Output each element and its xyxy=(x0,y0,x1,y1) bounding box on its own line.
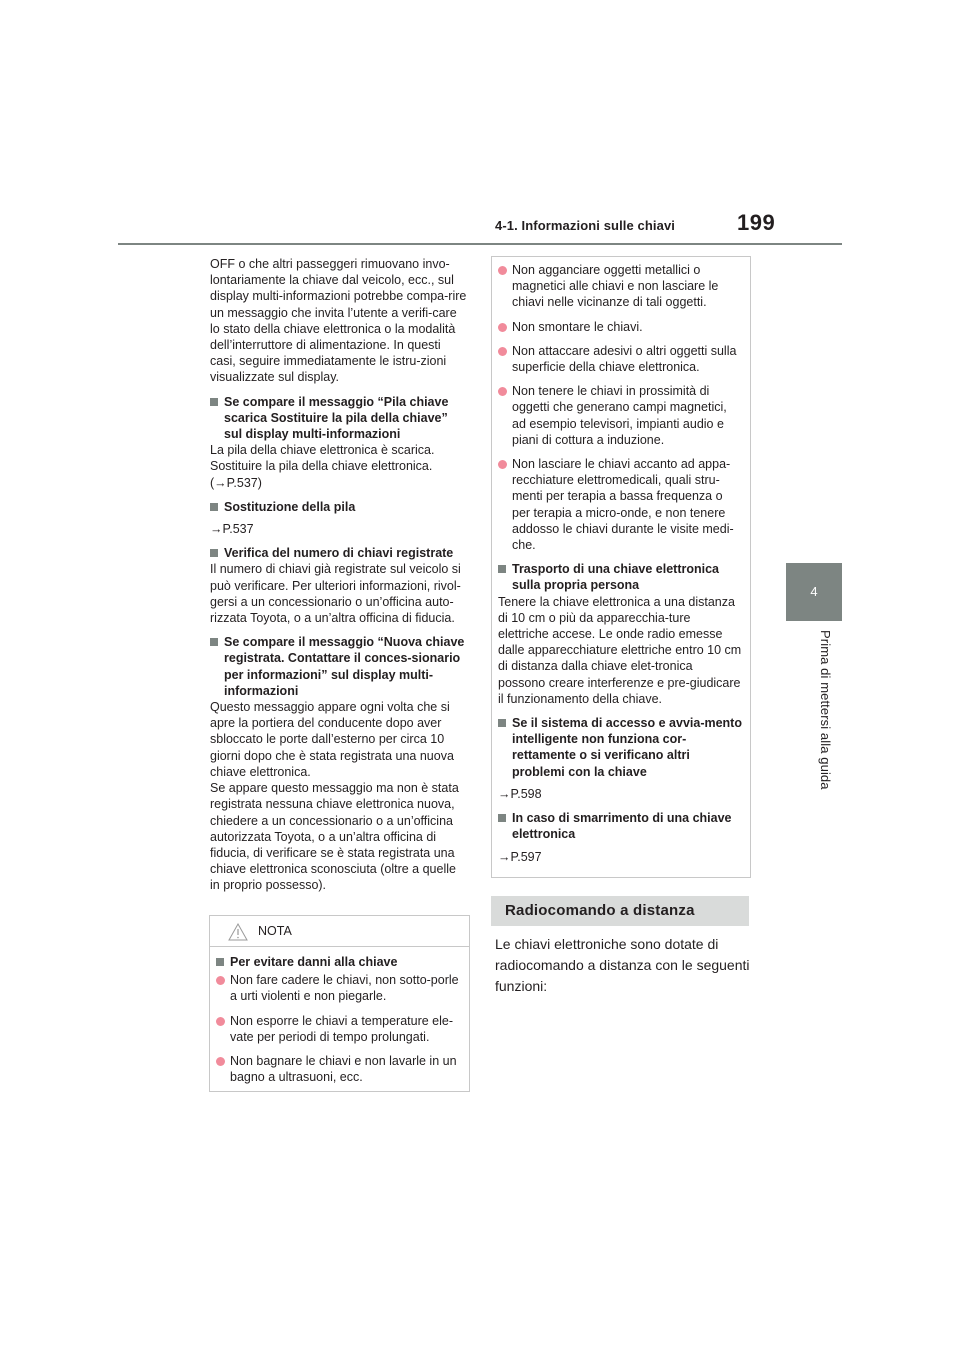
radio-heading: Radiocomando a distanza xyxy=(505,902,695,919)
caution-bullet: Non attaccare adesivi o altri oggetti sulla superficie della chiave elettronica. xyxy=(498,343,742,375)
section-heading: Verifica del numero di chiavi registrate xyxy=(210,545,468,561)
caution-bullet: Non tenere le chiavi in prossimità di oggetti che generano campi magnetici, ad esempio televisori, impianti audio e piani di cottura a induzione. xyxy=(498,383,742,448)
section-heading: Trasporto di una chiave elettronica sulla propria persona xyxy=(498,561,742,593)
section-heading: Sostituzione della pila xyxy=(210,499,468,515)
page-reference: →P.537 xyxy=(210,522,254,537)
note-bullet: Non esporre le chiavi a temperature ele-vate per periodi di tempo prolungati. xyxy=(216,1013,461,1045)
section-body: Il numero di chiavi già registrate sul veicolo si può verificare. Per ulteriori informazioni, rivol-gersi a un concessionario o un’officina auto-rizzata Toyota, o a un’altra officina di fiducia. xyxy=(210,562,461,626)
warning-icon xyxy=(228,923,248,941)
section-body: Se appare questo messaggio ma non è stata registrata nessuna chiave elettronica nuova, chiedere a un concessionario o a un’officina autorizzata Toyota, o a un’altra officina di fiducia, di verificare se è stata registrata una chiave elettronica sconosciuta (oltre a quelle in proprio possesso). xyxy=(210,781,459,893)
intro-text: OFF o che altri passeggeri rimuovano invo-lontariamente la chiave dal veicolo, ecc., sul display multi-informazioni potrebbe compa-rire un messaggio che invita l’utente a verifi-care lo stato della chiave elettronica o la modalità dell’interruttore di alimentazione. In questi casi, seguire immediatamente le istru-zioni visualizzate sul display. xyxy=(210,257,467,385)
caution-bullet: Non lasciare le chiavi accanto ad appa-recchiature elettromedicali, quali stru-menti per terapia a bassa frequenza o per terapia a micro-onde, e non tenere addosso le chiavi durante le visite medi-che. xyxy=(498,456,742,553)
header-rule xyxy=(118,243,842,245)
note-label: NOTA xyxy=(258,924,292,938)
note-box xyxy=(209,915,470,1092)
section-body: La pila della chiave elettronica è scarica. Sostituire la pila della chiave elettronica. (→P.537) xyxy=(210,443,435,490)
page-number: 199 xyxy=(737,210,776,235)
left-column xyxy=(210,256,468,894)
section-heading: Se il sistema di accesso e avvia-mento intelligente non funziona cor-rettamente o si verificano altri problemi con la chiave xyxy=(498,715,742,780)
section-heading: Se compare il messaggio “Pila chiave scarica Sostituire la pila della chiave” sul display multi-informazioni xyxy=(210,394,468,443)
note-header xyxy=(210,916,469,947)
page-reference: →P.597 xyxy=(498,849,542,864)
note-bullet: Non fare cadere le chiavi, non sotto-porle a urti violenti e non piegarle. xyxy=(216,972,461,1004)
radio-intro: Le chiavi elettroniche sono dotate di radiocomando a distanza con le seguenti funzioni: xyxy=(495,936,750,994)
section-heading: Se compare il messaggio “Nuova chiave registrata. Contattare il conces-sionario per informazioni” sul display multi-informazioni xyxy=(210,634,468,699)
caution-continued-box xyxy=(491,256,751,878)
section-body: Questo messaggio appare ogni volta che si apre la portiera del conducente dopo aver sbloccato le porte dall’esterno per circa 10 giorni dopo che è stata registrata una nuova chiave elettronica. xyxy=(210,700,454,779)
note-bullet: Non bagnare le chiavi e non lavarle in un bagno a ultrasuoni, ecc. xyxy=(216,1053,461,1085)
caution-bullet: Non smontare le chiavi. xyxy=(498,319,742,335)
caution-bullet: Non agganciare oggetti metallici o magnetici alle chiavi e non lasciare le chiavi nelle vicinanze di tali oggetti. xyxy=(498,262,742,311)
note-heading: Per evitare danni alla chiave xyxy=(216,954,461,970)
chapter-number: 4 xyxy=(810,584,818,599)
page-reference: →P.598 xyxy=(498,786,542,801)
chapter-title: Prima di mettersi alla guida xyxy=(818,630,833,790)
section-body: Tenere la chiave elettronica a una distanza di 10 cm o più da apparecchia-ture elettriche accese. Le onde radio emesse dalle apparecchiature elettriche entro 10 cm di distanza dalla chiave elet-tronica possono creare interferenze e pre-giudicare il funzionamento della chiave. xyxy=(498,594,742,706)
section-title: 4-1. Informazioni sulle chiavi xyxy=(495,218,675,233)
radio-heading-box xyxy=(491,896,749,926)
section-heading: In caso di smarrimento di una chiave elettronica xyxy=(498,810,742,842)
